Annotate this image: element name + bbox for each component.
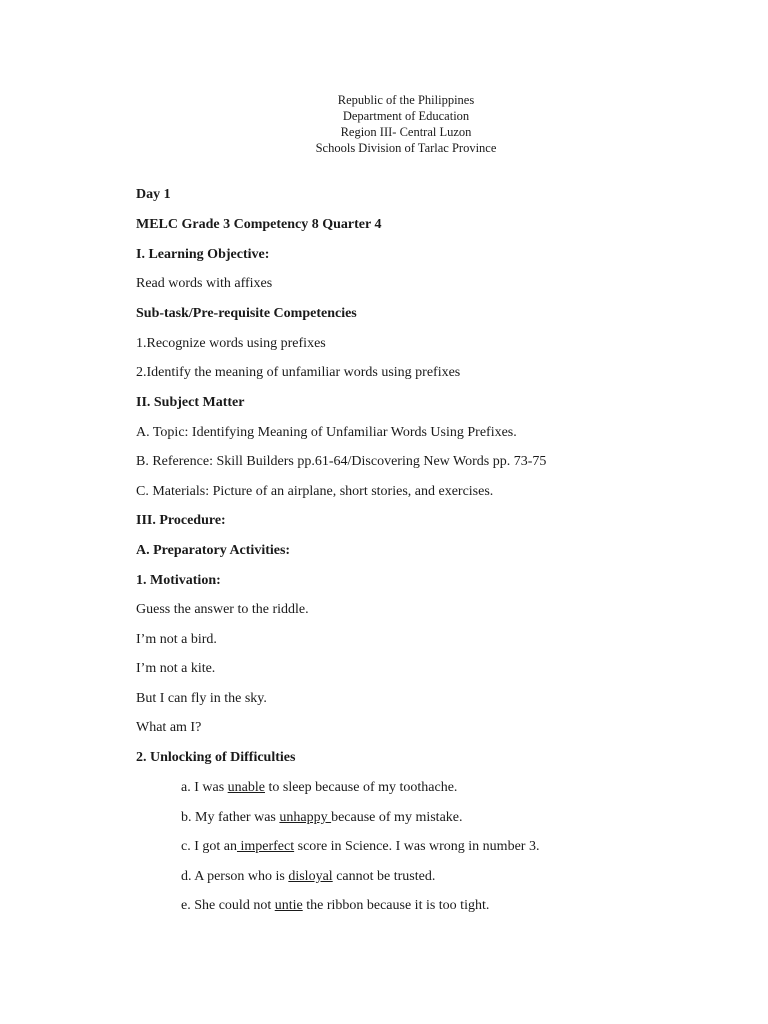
melc-heading: MELC Grade 3 Competency 8 Quarter 4	[136, 217, 382, 232]
vocab-item-text: score in Science. I was wrong in number 3.	[294, 839, 540, 854]
subject-matter-heading: II. Subject Matter	[136, 395, 245, 410]
day-heading: Day 1	[136, 187, 171, 202]
vocab-item-b	[181, 810, 463, 826]
header-line-region: Region III- Central Luzon	[340, 125, 472, 139]
vocab-item-text: the ribbon because it is too tight.	[302, 898, 490, 913]
vocab-item-text: d. A person who is	[181, 869, 289, 884]
preparatory-heading: A. Preparatory Activities:	[136, 543, 291, 558]
riddle-intro: Guess the answer to the riddle.	[136, 602, 309, 617]
header-line-department: Department of Education	[342, 109, 470, 123]
vocab-item-text: because of my mistake.	[331, 810, 463, 825]
riddle-line-2: I’m not a kite.	[136, 661, 216, 676]
vocab-word: unhappy	[279, 810, 332, 825]
motivation-heading: 1. Motivation:	[136, 573, 221, 588]
reference-text: B. Reference: Skill Builders pp.61-64/Discovering New Words pp. 73-75	[136, 454, 547, 469]
vocab-item-c	[181, 839, 539, 855]
vocab-word: imperfect	[236, 839, 295, 854]
header-line-division: Schools Division of Tarlac Province	[315, 141, 497, 155]
vocab-item-text: cannot be trusted.	[332, 869, 436, 884]
vocab-word: unable	[227, 780, 265, 795]
document-header	[0, 92, 768, 156]
objective-heading: I. Learning Objective:	[136, 247, 270, 262]
riddle-line-1: I’m not a bird.	[136, 632, 217, 647]
unlocking-heading: 2. Unlocking of Difficulties	[136, 750, 296, 765]
header-line-republic: Republic of the Philippines	[337, 93, 475, 107]
vocab-item-e	[181, 898, 489, 914]
subtask-item-2: 2.Identify the meaning of unfamiliar words using prefixes	[136, 365, 461, 380]
materials-text: C. Materials: Picture of an airplane, short stories, and exercises.	[136, 484, 494, 499]
vocab-item-text: a. I was	[181, 780, 228, 795]
objective-text: Read words with affixes	[136, 276, 273, 291]
vocab-item-text: e. She could not	[181, 898, 275, 913]
vocab-item-a	[181, 780, 457, 796]
riddle-line-3: But I can fly in the sky.	[136, 691, 267, 706]
vocab-word: untie	[274, 898, 303, 913]
vocab-item-text: b. My father was	[181, 810, 280, 825]
vocab-item-text: to sleep because of my toothache.	[264, 780, 458, 795]
riddle-line-4: What am I?	[136, 720, 202, 735]
subtask-item-1: 1.Recognize words using prefixes	[136, 336, 326, 351]
vocab-word: disloyal	[288, 869, 333, 884]
vocab-item-text: c. I got an	[181, 839, 237, 854]
procedure-heading: III. Procedure:	[136, 513, 226, 528]
subtask-heading: Sub-task/Pre-requisite Competencies	[136, 306, 357, 321]
topic-text: A. Topic: Identifying Meaning of Unfamiliar Words Using Prefixes.	[136, 425, 517, 440]
vocab-item-d	[181, 869, 435, 885]
